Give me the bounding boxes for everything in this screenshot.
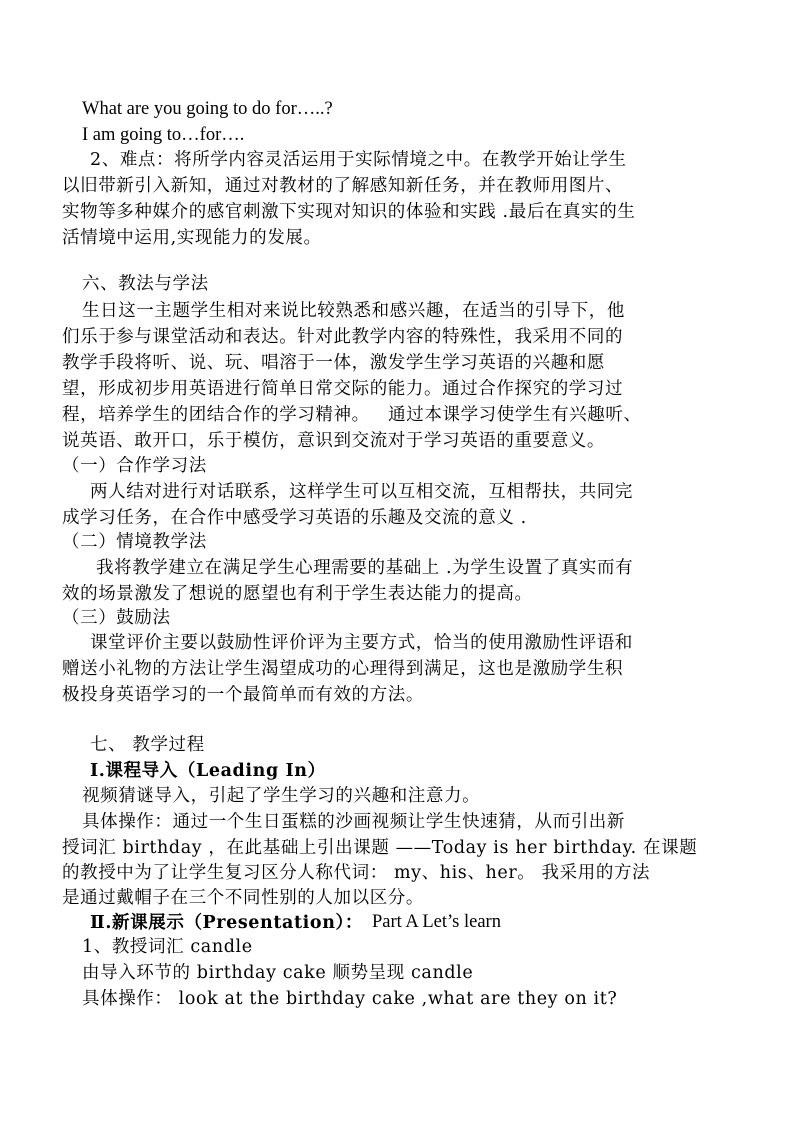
english-example-answer: I am going to…for…. xyxy=(82,125,245,145)
paragraph-line: 说英语、敢开口，乐于模仿，意识到交流对于学习英语的重要意义。 xyxy=(62,431,605,451)
subheading-leading-in: Ⅰ.课程导入（Leading In） xyxy=(90,761,326,781)
paragraph-line: 活情境中运用,实现能力的发展。 xyxy=(62,228,322,248)
paragraph-line: 具体操作：通过一个生日蛋糕的沙画视频让学生快速猜，从而引出新 xyxy=(82,812,625,832)
english-example-question: What are you going to do for…..? xyxy=(82,99,333,119)
paragraph-line: 教学手段将听、说、玩、唱溶于一体，激发学生学习英语的兴趣和愿 xyxy=(62,353,605,373)
paragraph-line: 以旧带新引入新知，通过对教材的了解感知新任务，并在教师用图片、 xyxy=(62,176,624,196)
paragraph-line: 们乐于参与课堂活动和表达。针对此教学内容的特殊性，我采用不同的 xyxy=(62,327,624,347)
subheading-presentation: Ⅱ.新课展示（Presentation）： xyxy=(90,913,363,933)
section-heading-teaching-process: 七、 教学过程 xyxy=(90,735,205,755)
paragraph-line: 效的场景激发了想说的愿望也有利于学生表达能力的提高。 xyxy=(62,584,533,604)
paragraph-line: 我将教学建立在满足学生心理需要的基础上 .为学生设置了真实而有 xyxy=(96,558,634,578)
paragraph-line: 课堂评价主要以鼓励性评价评为主要方式，恰当的使用激励性评语和 xyxy=(90,633,633,653)
paragraph-line: 赠送小礼物的方法让学生渴望成功的心理得到满足，这也是激励学生积 xyxy=(62,659,624,679)
paragraph-line: 两人结对进行对话联系，这样学生可以互相交流，互相帮扶，共同完 xyxy=(90,482,633,502)
paragraph-line: 由导入环节的 birthday cake 顺势呈现 candle xyxy=(82,963,474,983)
subheading-cooperative-learning: （一）合作学习法 xyxy=(62,456,207,476)
section-heading-methods: 六、教法与学法 xyxy=(82,274,209,294)
paragraph-line: 实物等多种媒介的感官刺激下实现对知识的体验和实践 .最后在真实的生 xyxy=(62,202,636,222)
paragraph-line: 1、教授词汇 candle xyxy=(82,937,253,957)
paragraph-line: 具体操作： look at the birthday cake ,what are they on it? xyxy=(82,989,618,1009)
paragraph-line: 授词汇 birthday ，在此基础上引出课题 ——Today is her birthday. 在课题 xyxy=(62,838,698,858)
paragraph-line: 的教授中为了让学生复习区分人称代词： my、his、her。 我采用的方法 xyxy=(62,863,651,883)
paragraph-line: 生日这一主题学生相对来说比较熟悉和感兴趣，在适当的引导下，他 xyxy=(82,301,625,321)
paragraph-line: 2、难点：将所学内容灵活运用于实际情境之中。在教学开始让学生 xyxy=(90,150,627,170)
subheading-situational-teaching: （二）情境教学法 xyxy=(62,532,207,552)
paragraph-line: 极投身英语学习的一个最简单而有效的方法。 xyxy=(62,685,424,705)
paragraph-line: 成学习任务，在合作中感受学习英语的乐趣及交流的意义 . xyxy=(62,508,527,528)
paragraph-line: 程，培养学生的团结合作的学习精神。 通过本课学习使学生有兴趣听、 xyxy=(62,405,642,425)
part-a-lets-learn: Part A Let’s learn xyxy=(372,912,501,932)
paragraph-line: 视频猜谜导入，引起了学生学习的兴趣和注意力。 xyxy=(82,786,481,806)
subheading-encouragement: （三）鼓励法 xyxy=(62,608,171,628)
paragraph-line: 望，形成初步用英语进行简单日常交际的能力。通过合作探究的学习过 xyxy=(62,379,624,399)
paragraph-line: 是通过戴帽子在三个不同性别的人加以区分。 xyxy=(62,888,424,908)
